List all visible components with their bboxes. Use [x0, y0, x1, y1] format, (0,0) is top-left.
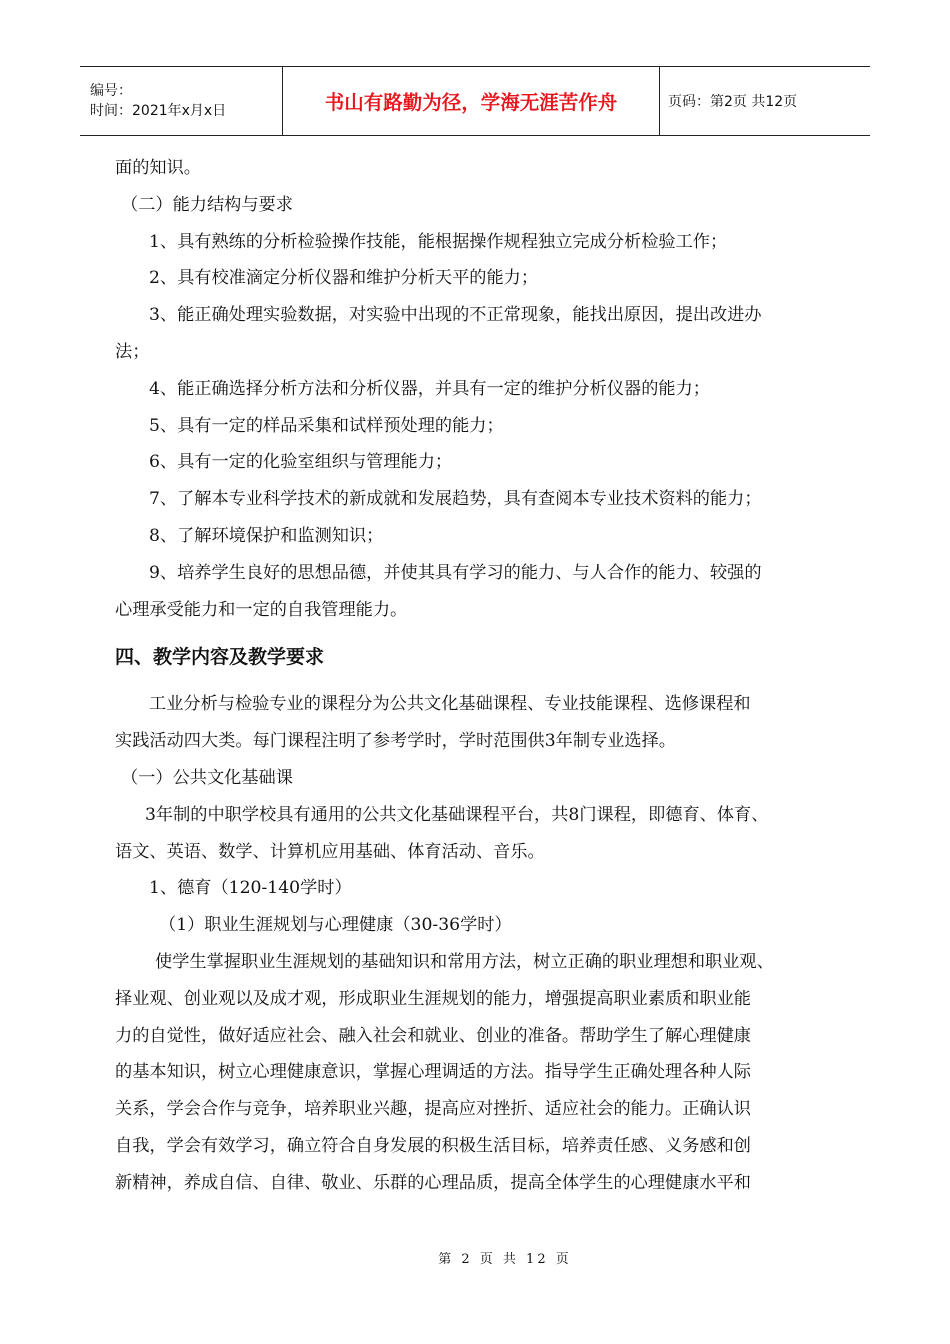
list-item: 4、能正确选择分析方法和分析仪器，并具有一定的维护分析仪器的能力； — [149, 378, 710, 399]
header-motto: 书山有路勤为径，学海无涯苦作舟 — [324, 91, 618, 114]
page-header-table — [80, 66, 870, 136]
paragraph-line: 使学生掌握职业生涯规划的基础知识和常用方法，树立正确的职业理想和职业观、 — [155, 951, 774, 972]
list-item: 3、能正确处理实验数据，对实验中出现的不正常现象，能找出原因，提出改进办 — [149, 305, 762, 326]
subsection-heading: （一）公共文化基础课 — [121, 767, 293, 788]
list-item: 7、了解本专业科学技术的新成就和发展趋势，具有查阅本专业技术资料的能力； — [149, 489, 762, 510]
paragraph-line: 工业分析与检验专业的课程分为公共文化基础课程、专业技能课程、选修课程和 — [149, 694, 751, 715]
paragraph-line: 新精神，养成自信、自律、敬业、乐群的心理品质，提高全体学生的心理健康水平和 — [115, 1172, 751, 1193]
list-item: 6、具有一定的化验室组织与管理能力； — [149, 452, 453, 473]
header-page-label: 页码：第2页 共12页 — [668, 94, 798, 110]
paragraph-line: 择业观、创业观以及成才观，形成职业生涯规划的能力，增强提高职业素质和职业能 — [115, 988, 751, 1009]
body-line: 面的知识。 — [115, 158, 201, 178]
body-line: 心理承受能力和一定的自我管理能力。 — [115, 599, 408, 620]
page-footer: 第 2 页 共 12 页 — [438, 1252, 572, 1267]
list-item: 5、具有一定的样品采集和试样预处理的能力； — [149, 415, 504, 436]
paragraph-line: 力的自觉性，做好适应社会、融入社会和就业、创业的准备。帮助学生了解心理健康 — [115, 1025, 751, 1046]
list-item: 2、具有校准滴定分析仪器和维护分析天平的能力； — [149, 268, 539, 289]
paragraph-line: 的基本知识，树立心理健康意识，掌握心理调适的方法。指导学生正确处理各种人际 — [115, 1062, 751, 1083]
paragraph-line: 3年制的中职学校具有通用的公共文化基础课程平台，共8门课程，即德育、体育、 — [145, 804, 769, 825]
subsection-heading: （二）能力结构与要求 — [121, 194, 293, 215]
body-line: 法； — [115, 341, 150, 362]
header-motto-cell — [283, 67, 660, 135]
section-heading: 四、教学内容及教学要求 — [115, 646, 325, 669]
paragraph-line: 关系，学会合作与竞争，培养职业兴趣，提高应对挫折、适应社会的能力。正确认识 — [115, 1099, 751, 1120]
list-item: 1、具有熟练的分析检验操作技能，能根据操作规程独立完成分析检验工作； — [149, 231, 728, 252]
paragraph-line: 实践活动四大类。每门课程注明了参考学时，学时范围供3年制专业选择。 — [115, 731, 676, 752]
header-number-label: 编号： — [90, 83, 132, 99]
course-heading: 1、德育（120-140学时） — [149, 878, 352, 899]
list-item: 9、培养学生良好的思想品德，并使其具有学习的能力、与人合作的能力、较强的 — [149, 562, 762, 583]
course-subheading: （1）职业生涯规划与心理健康（30-36学时） — [159, 915, 512, 936]
paragraph-line: 语文、英语、数学、计算机应用基础、体育活动、音乐。 — [115, 841, 545, 862]
paragraph-line: 自我，学会有效学习，确立符合自身发展的积极生活目标，培养责任感、义务感和创 — [115, 1135, 751, 1156]
header-time-label: 时间：2021年x月x日 — [90, 103, 227, 119]
list-item: 8、了解环境保护和监测知识； — [149, 525, 384, 546]
header-page-cell — [660, 67, 870, 135]
header-meta-cell — [80, 67, 283, 135]
document-body — [115, 150, 850, 1202]
